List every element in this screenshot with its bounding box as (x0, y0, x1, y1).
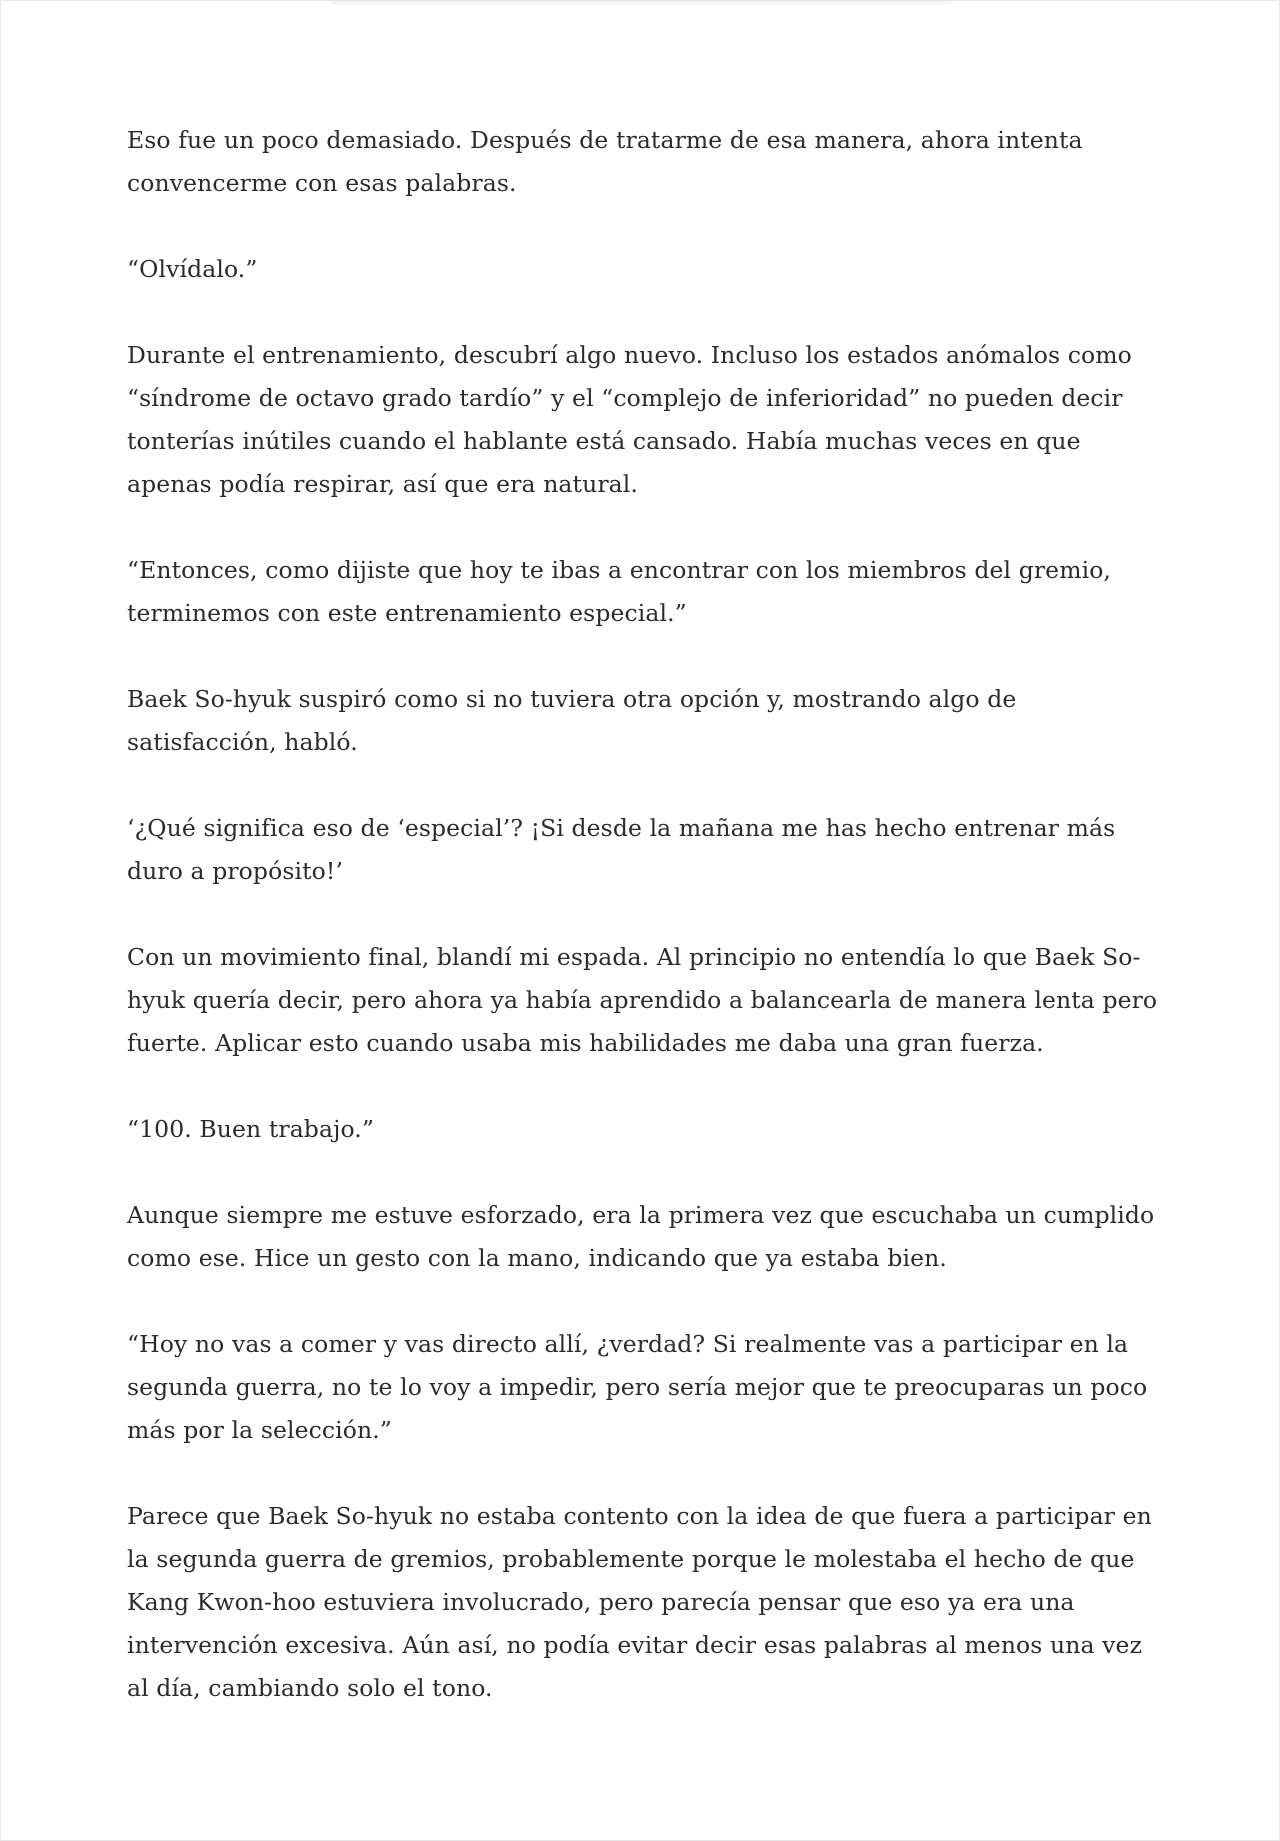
paragraph-9: Aunque siempre me estuve esforzado, era la primera vez que escuchaba un cumplido como ese. Hice un gesto con la mano, indicando que ya estaba bien. (127, 1201, 1155, 1272)
paragraph-1: Eso fue un poco demasiado. Después de tratarme de esa manera, ahora intenta convencerme con esas palabras. (127, 126, 1083, 197)
paragraph-10: “Hoy no vas a comer y vas directo allí, ¿verdad? Si realmente vas a participar en la segunda guerra, no te lo voy a impedir, pero sería mejor que te preocuparas un poco más por la selección.” (127, 1330, 1148, 1444)
paragraph-6: ‘¿Qué significa eso de ‘especial’? ¡Si desde la mañana me has hecho entrenar más duro a propósito!’ (127, 814, 1116, 885)
paragraph-8: “100. Buen trabajo.” (127, 1115, 374, 1143)
paragraph-3: Durante el entrenamiento, descubrí algo nuevo. Incluso los estados anómalos como “síndrome de octavo grado tardío” y el “complejo de inferioridad” no pueden decir tonterías inútiles cuando el hablante está cansado. Había muchas veces en que apenas podía respirar, así que era natural. (127, 341, 1132, 498)
document-body (127, 119, 1167, 1710)
paragraph-11: Parece que Baek So-hyuk no estaba contento con la idea de que fuera a participar en la segunda guerra de gremios, probablemente porque le molestaba el hecho de que Kang Kwon-hoo estuviera involucrado, pero parecía pensar que eso ya era una intervención excesiva. Aún así, no podía evitar decir esas palabras al menos una vez al día, cambiando solo el tono. (127, 1502, 1152, 1702)
paragraph-5: Baek So-hyuk suspiró como si no tuviera otra opción y, mostrando algo de satisfacción, habló. (127, 685, 1017, 756)
paragraph-7: Con un movimiento final, blandí mi espada. Al principio no entendía lo que Baek So-hyuk quería decir, pero ahora ya había aprendido a balancearla de manera lenta pero fuerte. Aplicar esto cuando usaba mis habilidades me daba una gran fuerza. (127, 943, 1158, 1057)
page-top-shadow (331, 1, 951, 7)
paragraph-2: “Olvídalo.” (127, 255, 258, 283)
paragraph-4: “Entonces, como dijiste que hoy te ibas a encontrar con los miembros del gremio, terminemos con este entrenamiento especial.” (127, 556, 1112, 627)
